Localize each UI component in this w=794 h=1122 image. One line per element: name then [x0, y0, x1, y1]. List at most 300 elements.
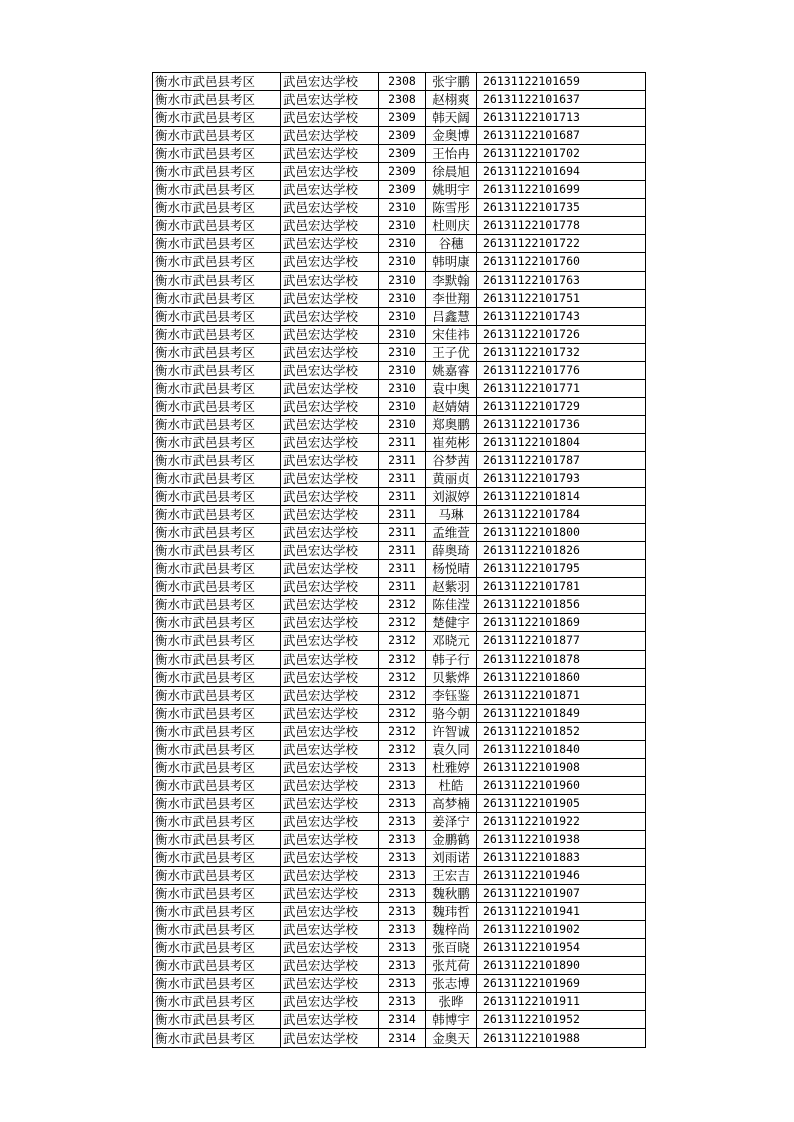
exam-id-cell: 26131122101776 — [477, 361, 646, 379]
table-row — [153, 181, 646, 199]
school-cell: 武邑宏达学校 — [281, 596, 379, 614]
table-row — [153, 722, 646, 740]
region-cell: 衡水市武邑县考区 — [153, 794, 281, 812]
student-name-cell: 薛奥琦 — [426, 542, 477, 560]
region-cell: 衡水市武邑县考区 — [153, 488, 281, 506]
table-row — [153, 506, 646, 524]
table-row — [153, 975, 646, 993]
class-cell: 2310 — [379, 379, 426, 397]
school-cell: 武邑宏达学校 — [281, 199, 379, 217]
class-cell: 2310 — [379, 361, 426, 379]
student-name-cell: 姜泽宁 — [426, 812, 477, 830]
student-name-cell: 楚健宇 — [426, 614, 477, 632]
school-cell: 武邑宏达学校 — [281, 181, 379, 199]
school-cell: 武邑宏达学校 — [281, 145, 379, 163]
exam-id-cell: 26131122101735 — [477, 199, 646, 217]
school-cell: 武邑宏达学校 — [281, 109, 379, 127]
class-cell: 2312 — [379, 740, 426, 758]
school-cell: 武邑宏达学校 — [281, 704, 379, 722]
class-cell: 2313 — [379, 849, 426, 867]
class-cell: 2308 — [379, 91, 426, 109]
class-cell: 2312 — [379, 632, 426, 650]
student-name-cell: 袁久同 — [426, 740, 477, 758]
school-cell: 武邑宏达学校 — [281, 397, 379, 415]
exam-id-cell: 26131122101849 — [477, 704, 646, 722]
exam-id-cell: 26131122101699 — [477, 181, 646, 199]
table-row — [153, 127, 646, 145]
table-row — [153, 704, 646, 722]
class-cell: 2313 — [379, 993, 426, 1011]
class-cell: 2311 — [379, 560, 426, 578]
school-cell: 武邑宏达学校 — [281, 776, 379, 794]
student-name-cell: 高梦楠 — [426, 794, 477, 812]
exam-id-cell: 26131122101760 — [477, 253, 646, 271]
exam-id-cell: 26131122101878 — [477, 650, 646, 668]
class-cell: 2310 — [379, 415, 426, 433]
table-row — [153, 163, 646, 181]
region-cell: 衡水市武邑县考区 — [153, 560, 281, 578]
school-cell: 武邑宏达学校 — [281, 849, 379, 867]
student-name-cell: 孟维萱 — [426, 524, 477, 542]
school-cell: 武邑宏达学校 — [281, 524, 379, 542]
class-cell: 2312 — [379, 722, 426, 740]
exam-id-cell: 26131122101751 — [477, 289, 646, 307]
exam-id-cell: 26131122101840 — [477, 740, 646, 758]
table-row — [153, 1029, 646, 1047]
region-cell: 衡水市武邑县考区 — [153, 73, 281, 91]
student-name-cell: 赵栩爽 — [426, 91, 477, 109]
school-cell: 武邑宏达学校 — [281, 903, 379, 921]
school-cell: 武邑宏达学校 — [281, 650, 379, 668]
table-row — [153, 1011, 646, 1029]
student-name-cell: 陈雪彤 — [426, 199, 477, 217]
school-cell: 武邑宏达学校 — [281, 451, 379, 469]
exam-id-cell: 26131122101732 — [477, 343, 646, 361]
student-name-cell: 郑奥鹏 — [426, 415, 477, 433]
student-name-cell: 王宏吉 — [426, 867, 477, 885]
region-cell: 衡水市武邑县考区 — [153, 939, 281, 957]
region-cell: 衡水市武邑县考区 — [153, 361, 281, 379]
school-cell: 武邑宏达学校 — [281, 253, 379, 271]
student-name-cell: 赵婧婧 — [426, 397, 477, 415]
region-cell: 衡水市武邑县考区 — [153, 506, 281, 524]
exam-id-cell: 26131122101787 — [477, 451, 646, 469]
region-cell: 衡水市武邑县考区 — [153, 993, 281, 1011]
student-name-cell: 李默翰 — [426, 271, 477, 289]
school-cell: 武邑宏达学校 — [281, 993, 379, 1011]
table-row — [153, 794, 646, 812]
class-cell: 2313 — [379, 794, 426, 812]
region-cell: 衡水市武邑县考区 — [153, 343, 281, 361]
region-cell: 衡水市武邑县考区 — [153, 704, 281, 722]
class-cell: 2310 — [379, 199, 426, 217]
student-name-cell: 骆今朝 — [426, 704, 477, 722]
region-cell: 衡水市武邑县考区 — [153, 921, 281, 939]
exam-id-cell: 26131122101687 — [477, 127, 646, 145]
exam-id-cell: 26131122101908 — [477, 758, 646, 776]
table-row — [153, 686, 646, 704]
student-name-cell: 王怡冉 — [426, 145, 477, 163]
student-name-cell: 袁中奥 — [426, 379, 477, 397]
exam-id-cell: 26131122101800 — [477, 524, 646, 542]
school-cell: 武邑宏达学校 — [281, 957, 379, 975]
region-cell: 衡水市武邑县考区 — [153, 433, 281, 451]
region-cell: 衡水市武邑县考区 — [153, 686, 281, 704]
class-cell: 2313 — [379, 921, 426, 939]
school-cell: 武邑宏达学校 — [281, 686, 379, 704]
table-row — [153, 849, 646, 867]
table-row — [153, 812, 646, 830]
class-cell: 2310 — [379, 343, 426, 361]
table-row — [153, 632, 646, 650]
table-row — [153, 758, 646, 776]
school-cell: 武邑宏达学校 — [281, 506, 379, 524]
class-cell: 2309 — [379, 163, 426, 181]
class-cell: 2313 — [379, 957, 426, 975]
school-cell: 武邑宏达学校 — [281, 163, 379, 181]
class-cell: 2309 — [379, 181, 426, 199]
region-cell: 衡水市武邑县考区 — [153, 957, 281, 975]
student-name-cell: 韩明康 — [426, 253, 477, 271]
exam-id-cell: 26131122101784 — [477, 506, 646, 524]
exam-id-cell: 26131122101960 — [477, 776, 646, 794]
class-cell: 2310 — [379, 217, 426, 235]
student-name-cell: 韩子行 — [426, 650, 477, 668]
school-cell: 武邑宏达学校 — [281, 1011, 379, 1029]
table-row — [153, 307, 646, 325]
school-cell: 武邑宏达学校 — [281, 560, 379, 578]
exam-id-cell: 26131122101795 — [477, 560, 646, 578]
class-cell: 2312 — [379, 704, 426, 722]
table-row — [153, 650, 646, 668]
school-cell: 武邑宏达学校 — [281, 722, 379, 740]
student-name-cell: 杜雅婷 — [426, 758, 477, 776]
region-cell: 衡水市武邑县考区 — [153, 451, 281, 469]
class-cell: 2312 — [379, 686, 426, 704]
exam-id-cell: 26131122101804 — [477, 433, 646, 451]
region-cell: 衡水市武邑县考区 — [153, 415, 281, 433]
exam-id-cell: 26131122101941 — [477, 903, 646, 921]
region-cell: 衡水市武邑县考区 — [153, 903, 281, 921]
school-cell: 武邑宏达学校 — [281, 740, 379, 758]
class-cell: 2310 — [379, 397, 426, 415]
region-cell: 衡水市武邑县考区 — [153, 758, 281, 776]
exam-id-cell: 26131122101637 — [477, 91, 646, 109]
student-name-cell: 韩天阔 — [426, 109, 477, 127]
region-cell: 衡水市武邑县考区 — [153, 740, 281, 758]
table-row — [153, 885, 646, 903]
class-cell: 2310 — [379, 253, 426, 271]
exam-id-cell: 26131122101726 — [477, 325, 646, 343]
region-cell: 衡水市武邑县考区 — [153, 812, 281, 830]
class-cell: 2311 — [379, 524, 426, 542]
region-cell: 衡水市武邑县考区 — [153, 542, 281, 560]
class-cell: 2311 — [379, 433, 426, 451]
class-cell: 2313 — [379, 885, 426, 903]
exam-id-cell: 26131122101922 — [477, 812, 646, 830]
region-cell: 衡水市武邑县考区 — [153, 722, 281, 740]
class-cell: 2313 — [379, 812, 426, 830]
school-cell: 武邑宏达学校 — [281, 939, 379, 957]
school-cell: 武邑宏达学校 — [281, 758, 379, 776]
table-row — [153, 740, 646, 758]
table-row — [153, 614, 646, 632]
exam-id-cell: 26131122101713 — [477, 109, 646, 127]
school-cell: 武邑宏达学校 — [281, 91, 379, 109]
region-cell: 衡水市武邑县考区 — [153, 668, 281, 686]
table-row — [153, 776, 646, 794]
class-cell: 2313 — [379, 975, 426, 993]
student-name-cell: 王子优 — [426, 343, 477, 361]
region-cell: 衡水市武邑县考区 — [153, 397, 281, 415]
student-name-cell: 张晔 — [426, 993, 477, 1011]
class-cell: 2312 — [379, 668, 426, 686]
class-cell: 2314 — [379, 1029, 426, 1047]
table-row — [153, 830, 646, 848]
region-cell: 衡水市武邑县考区 — [153, 235, 281, 253]
school-cell: 武邑宏达学校 — [281, 235, 379, 253]
school-cell: 武邑宏达学校 — [281, 73, 379, 91]
region-cell: 衡水市武邑县考区 — [153, 776, 281, 794]
class-cell: 2311 — [379, 451, 426, 469]
class-cell: 2312 — [379, 614, 426, 632]
table-row — [153, 199, 646, 217]
class-cell: 2309 — [379, 145, 426, 163]
table-row — [153, 524, 646, 542]
class-cell: 2311 — [379, 488, 426, 506]
student-name-cell: 许智诚 — [426, 722, 477, 740]
table-row — [153, 271, 646, 289]
school-cell: 武邑宏达学校 — [281, 542, 379, 560]
region-cell: 衡水市武邑县考区 — [153, 289, 281, 307]
table-row — [153, 867, 646, 885]
class-cell: 2312 — [379, 650, 426, 668]
class-cell: 2310 — [379, 289, 426, 307]
student-name-cell: 黄丽贞 — [426, 470, 477, 488]
exam-id-cell: 26131122101954 — [477, 939, 646, 957]
school-cell: 武邑宏达学校 — [281, 975, 379, 993]
student-list-body — [153, 73, 646, 1048]
school-cell: 武邑宏达学校 — [281, 470, 379, 488]
exam-id-cell: 26131122101938 — [477, 830, 646, 848]
region-cell: 衡水市武邑县考区 — [153, 145, 281, 163]
table-row — [153, 578, 646, 596]
class-cell: 2313 — [379, 903, 426, 921]
student-name-cell: 贝紫烨 — [426, 668, 477, 686]
exam-id-cell: 26131122101826 — [477, 542, 646, 560]
school-cell: 武邑宏达学校 — [281, 1029, 379, 1047]
region-cell: 衡水市武邑县考区 — [153, 975, 281, 993]
school-cell: 武邑宏达学校 — [281, 614, 379, 632]
school-cell: 武邑宏达学校 — [281, 271, 379, 289]
exam-id-cell: 26131122101856 — [477, 596, 646, 614]
student-name-cell: 韩博宇 — [426, 1011, 477, 1029]
table-row — [153, 451, 646, 469]
table-row — [153, 921, 646, 939]
class-cell: 2314 — [379, 1011, 426, 1029]
school-cell: 武邑宏达学校 — [281, 127, 379, 145]
school-cell: 武邑宏达学校 — [281, 867, 379, 885]
table-row — [153, 433, 646, 451]
exam-id-cell: 26131122101988 — [477, 1029, 646, 1047]
school-cell: 武邑宏达学校 — [281, 379, 379, 397]
school-cell: 武邑宏达学校 — [281, 289, 379, 307]
class-cell: 2313 — [379, 939, 426, 957]
table-row — [153, 343, 646, 361]
class-cell: 2310 — [379, 271, 426, 289]
student-name-cell: 李世翔 — [426, 289, 477, 307]
school-cell: 武邑宏达学校 — [281, 830, 379, 848]
school-cell: 武邑宏达学校 — [281, 415, 379, 433]
exam-id-cell: 26131122101722 — [477, 235, 646, 253]
exam-id-cell: 26131122101729 — [477, 397, 646, 415]
region-cell: 衡水市武邑县考区 — [153, 127, 281, 145]
student-name-cell: 吕鑫慧 — [426, 307, 477, 325]
exam-id-cell: 26131122101852 — [477, 722, 646, 740]
exam-id-cell: 26131122101781 — [477, 578, 646, 596]
school-cell: 武邑宏达学校 — [281, 668, 379, 686]
exam-id-cell: 26131122101946 — [477, 867, 646, 885]
exam-id-cell: 26131122101860 — [477, 668, 646, 686]
student-name-cell: 魏玮哲 — [426, 903, 477, 921]
exam-id-cell: 26131122101763 — [477, 271, 646, 289]
student-name-cell: 谷穗 — [426, 235, 477, 253]
region-cell: 衡水市武邑县考区 — [153, 650, 281, 668]
table-row — [153, 91, 646, 109]
class-cell: 2311 — [379, 506, 426, 524]
table-row — [153, 289, 646, 307]
student-name-cell: 张芃荷 — [426, 957, 477, 975]
exam-id-cell: 26131122101694 — [477, 163, 646, 181]
region-cell: 衡水市武邑县考区 — [153, 1029, 281, 1047]
region-cell: 衡水市武邑县考区 — [153, 1011, 281, 1029]
class-cell: 2313 — [379, 758, 426, 776]
table-row — [153, 560, 646, 578]
region-cell: 衡水市武邑县考区 — [153, 867, 281, 885]
student-name-cell: 张百晓 — [426, 939, 477, 957]
class-cell: 2308 — [379, 73, 426, 91]
table-row — [153, 415, 646, 433]
region-cell: 衡水市武邑县考区 — [153, 163, 281, 181]
exam-id-cell: 26131122101736 — [477, 415, 646, 433]
student-name-cell: 陈佳滢 — [426, 596, 477, 614]
region-cell: 衡水市武邑县考区 — [153, 596, 281, 614]
exam-id-cell: 26131122101952 — [477, 1011, 646, 1029]
table-row — [153, 488, 646, 506]
exam-id-cell: 26131122101702 — [477, 145, 646, 163]
region-cell: 衡水市武邑县考区 — [153, 614, 281, 632]
table-row — [153, 145, 646, 163]
table-row — [153, 470, 646, 488]
student-name-cell: 徐晨旭 — [426, 163, 477, 181]
student-name-cell: 谷梦茜 — [426, 451, 477, 469]
student-name-cell: 张志博 — [426, 975, 477, 993]
region-cell: 衡水市武邑县考区 — [153, 849, 281, 867]
student-name-cell: 魏梓尚 — [426, 921, 477, 939]
student-name-cell: 金鹏鹤 — [426, 830, 477, 848]
exam-id-cell: 26131122101969 — [477, 975, 646, 993]
exam-id-cell: 26131122101743 — [477, 307, 646, 325]
school-cell: 武邑宏达学校 — [281, 307, 379, 325]
exam-id-cell: 26131122101902 — [477, 921, 646, 939]
table-row — [153, 993, 646, 1011]
table-row — [153, 361, 646, 379]
class-cell: 2313 — [379, 867, 426, 885]
student-name-cell: 刘雨诺 — [426, 849, 477, 867]
table-row — [153, 596, 646, 614]
exam-id-cell: 26131122101907 — [477, 885, 646, 903]
table-row — [153, 903, 646, 921]
class-cell: 2311 — [379, 470, 426, 488]
student-name-cell: 马琳 — [426, 506, 477, 524]
student-name-cell: 邓晓元 — [426, 632, 477, 650]
student-name-cell: 刘淑婷 — [426, 488, 477, 506]
class-cell: 2313 — [379, 776, 426, 794]
student-name-cell: 张宇鹏 — [426, 73, 477, 91]
region-cell: 衡水市武邑县考区 — [153, 470, 281, 488]
region-cell: 衡水市武邑县考区 — [153, 524, 281, 542]
table-row — [153, 253, 646, 271]
class-cell: 2312 — [379, 596, 426, 614]
region-cell: 衡水市武邑县考区 — [153, 91, 281, 109]
class-cell: 2310 — [379, 235, 426, 253]
region-cell: 衡水市武邑县考区 — [153, 253, 281, 271]
class-cell: 2313 — [379, 830, 426, 848]
table-row — [153, 542, 646, 560]
exam-id-cell: 26131122101877 — [477, 632, 646, 650]
table-row — [153, 379, 646, 397]
region-cell: 衡水市武邑县考区 — [153, 325, 281, 343]
table-row — [153, 957, 646, 975]
school-cell: 武邑宏达学校 — [281, 812, 379, 830]
student-name-cell: 崔苑彬 — [426, 433, 477, 451]
student-name-cell: 赵紫羽 — [426, 578, 477, 596]
class-cell: 2309 — [379, 109, 426, 127]
table-row — [153, 939, 646, 957]
class-cell: 2311 — [379, 542, 426, 560]
student-name-cell: 姚明宇 — [426, 181, 477, 199]
exam-id-cell: 26131122101905 — [477, 794, 646, 812]
table-row — [153, 668, 646, 686]
region-cell: 衡水市武邑县考区 — [153, 109, 281, 127]
student-name-cell: 杨悦晴 — [426, 560, 477, 578]
region-cell: 衡水市武邑县考区 — [153, 271, 281, 289]
student-list-table — [152, 72, 646, 1048]
exam-id-cell: 26131122101871 — [477, 686, 646, 704]
student-name-cell: 魏秋鹏 — [426, 885, 477, 903]
exam-id-cell: 26131122101814 — [477, 488, 646, 506]
exam-id-cell: 26131122101771 — [477, 379, 646, 397]
region-cell: 衡水市武邑县考区 — [153, 379, 281, 397]
exam-id-cell: 26131122101883 — [477, 849, 646, 867]
class-cell: 2310 — [379, 307, 426, 325]
region-cell: 衡水市武邑县考区 — [153, 199, 281, 217]
region-cell: 衡水市武邑县考区 — [153, 885, 281, 903]
region-cell: 衡水市武邑县考区 — [153, 578, 281, 596]
student-name-cell: 李钰鉴 — [426, 686, 477, 704]
school-cell: 武邑宏达学校 — [281, 343, 379, 361]
student-name-cell: 姚嘉睿 — [426, 361, 477, 379]
class-cell: 2309 — [379, 127, 426, 145]
student-name-cell: 金奥博 — [426, 127, 477, 145]
class-cell: 2310 — [379, 325, 426, 343]
region-cell: 衡水市武邑县考区 — [153, 830, 281, 848]
student-name-cell: 金奥天 — [426, 1029, 477, 1047]
region-cell: 衡水市武邑县考区 — [153, 181, 281, 199]
school-cell: 武邑宏达学校 — [281, 433, 379, 451]
class-cell: 2311 — [379, 578, 426, 596]
school-cell: 武邑宏达学校 — [281, 217, 379, 235]
